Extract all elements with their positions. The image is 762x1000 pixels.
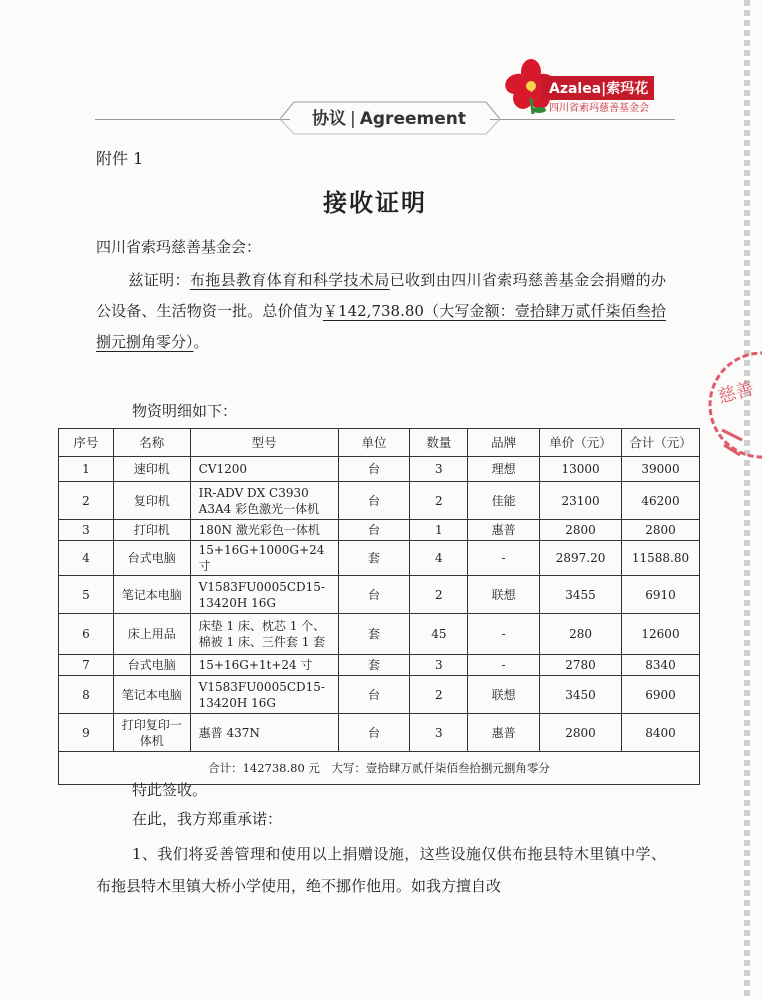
table-cell: 3 bbox=[410, 655, 468, 676]
salutation: 四川省索玛慈善基金会： bbox=[96, 238, 262, 256]
table-cell: 台 bbox=[338, 576, 410, 614]
table-cell: 台 bbox=[338, 457, 410, 482]
table-cell: 2800 bbox=[622, 520, 700, 541]
table-cell: 12600 bbox=[622, 614, 700, 655]
table-cell: 8340 bbox=[622, 655, 700, 676]
receiver-name: 布拖县教育体育和科学技术局 bbox=[189, 271, 390, 289]
table-cell: 惠普 437N bbox=[190, 714, 338, 752]
table-cell: V1583FU0005CD15-13420H 16G bbox=[190, 676, 338, 714]
table-cell: 惠普 bbox=[468, 520, 540, 541]
table-cell: 台 bbox=[338, 482, 410, 520]
closing-text: 特此签收。 bbox=[132, 781, 208, 799]
table-cell: 15+16G+1t+24 寸 bbox=[190, 655, 338, 676]
table-row bbox=[59, 714, 700, 752]
table-cell: 1 bbox=[59, 457, 114, 482]
table-row bbox=[59, 676, 700, 714]
red-seal-stamp bbox=[702, 345, 762, 465]
table-row bbox=[59, 655, 700, 676]
table-cell: 台式电脑 bbox=[113, 655, 190, 676]
table-cell: 2 bbox=[410, 482, 468, 520]
header-title-en: Agreement bbox=[359, 109, 466, 129]
detail-heading: 物资明细如下： bbox=[132, 402, 238, 420]
header-title-cn: 协议 bbox=[312, 109, 346, 129]
promise-intro: 在此，我方郑重承诺： bbox=[132, 810, 283, 828]
table-cell: - bbox=[468, 541, 540, 576]
table-cell: 2897.20 bbox=[540, 541, 622, 576]
table-cell: 联想 bbox=[468, 576, 540, 614]
body-mid: 已收到由四川省索玛慈善基金会捐赠的办公设备、生活物资一批。总价值为 bbox=[96, 271, 666, 320]
table-cell: 4 bbox=[59, 541, 114, 576]
col-header: 数量 bbox=[410, 429, 468, 457]
table-cell: 13000 bbox=[540, 457, 622, 482]
table-cell: 速印机 bbox=[113, 457, 190, 482]
logo-subtitle: 四川省索玛慈善基金会 bbox=[549, 103, 649, 114]
table-cell: 6900 bbox=[622, 676, 700, 714]
table-row bbox=[59, 482, 700, 520]
header-separator: | bbox=[350, 109, 356, 129]
table-cell: 床垫 1 床、枕芯 1 个、棉被 1 床、三件套 1 套 bbox=[190, 614, 338, 655]
table-cell: 180N 激光彩色一体机 bbox=[190, 520, 338, 541]
table-cell: 2 bbox=[410, 576, 468, 614]
table-row bbox=[59, 614, 700, 655]
attachment-label: 附件 1 bbox=[96, 149, 144, 168]
table-cell: 8400 bbox=[622, 714, 700, 752]
logo-brand: Azalea|索玛花 bbox=[541, 76, 654, 100]
table-cell: 4 bbox=[410, 541, 468, 576]
table-cell: 8 bbox=[59, 676, 114, 714]
table-row bbox=[59, 576, 700, 614]
document-title: 接收证明 bbox=[323, 189, 427, 217]
table-cell: 280 bbox=[540, 614, 622, 655]
certification-paragraph bbox=[96, 265, 666, 358]
table-cell: 3455 bbox=[540, 576, 622, 614]
header-title bbox=[292, 104, 486, 129]
table-cell: 台 bbox=[338, 520, 410, 541]
col-header: 品牌 bbox=[468, 429, 540, 457]
table-cell: 3450 bbox=[540, 676, 622, 714]
total-cell: 合计：142738.80 元 大写：壹拾肆万贰仟柒佰叁拾捌元捌角零分 bbox=[59, 752, 700, 785]
table-cell: 2800 bbox=[540, 714, 622, 752]
table-cell: 39000 bbox=[622, 457, 700, 482]
table-cell: 3 bbox=[410, 714, 468, 752]
col-header: 序号 bbox=[59, 429, 114, 457]
table-cell: 套 bbox=[338, 541, 410, 576]
table-cell: - bbox=[468, 614, 540, 655]
table-cell: 床上用品 bbox=[113, 614, 190, 655]
col-header: 单价（元） bbox=[540, 429, 622, 457]
table-cell: 46200 bbox=[622, 482, 700, 520]
table-row bbox=[59, 520, 700, 541]
table-cell: 笔记本电脑 bbox=[113, 576, 190, 614]
table-cell: 打印复印一体机 bbox=[113, 714, 190, 752]
table-cell: 2800 bbox=[540, 520, 622, 541]
table-cell: 3 bbox=[410, 457, 468, 482]
col-header: 合计（元） bbox=[622, 429, 700, 457]
svg-text:慈善: 慈善 bbox=[715, 378, 757, 408]
table-cell: IR-ADV DX C3930 A3A4 彩色激光一体机 bbox=[190, 482, 338, 520]
azalea-logo bbox=[503, 58, 683, 118]
table-row bbox=[59, 457, 700, 482]
table-cell: 3 bbox=[59, 520, 114, 541]
table-cell: 9 bbox=[59, 714, 114, 752]
table-cell: 理想 bbox=[468, 457, 540, 482]
table-cell: 5 bbox=[59, 576, 114, 614]
body-suffix: 。 bbox=[193, 333, 209, 351]
table-cell: 6910 bbox=[622, 576, 700, 614]
page-edge bbox=[744, 0, 750, 1000]
table-cell: 23100 bbox=[540, 482, 622, 520]
table-cell: 台式电脑 bbox=[113, 541, 190, 576]
table-row bbox=[59, 541, 700, 576]
table-cell: 套 bbox=[338, 655, 410, 676]
table-cell: 联想 bbox=[468, 676, 540, 714]
table-cell: 套 bbox=[338, 614, 410, 655]
table-cell: 台 bbox=[338, 714, 410, 752]
table-header-row bbox=[59, 429, 700, 457]
col-header: 单位 bbox=[338, 429, 410, 457]
col-header: 名称 bbox=[113, 429, 190, 457]
table-cell: 15+16G+1000G+24 寸 bbox=[190, 541, 338, 576]
table-cell: 台 bbox=[338, 676, 410, 714]
body-prefix: 兹证明： bbox=[128, 271, 190, 289]
promise-item-1: 1、我们将妥善管理和使用以上捐赠设施，这些设施仅供布拖县特木里镇中学、布拖县特木里镇大桥小学使用，绝不挪作他用。如我方擅自改 bbox=[96, 845, 666, 895]
table-cell: 笔记本电脑 bbox=[113, 676, 190, 714]
table-cell: - bbox=[468, 655, 540, 676]
table-cell: 7 bbox=[59, 655, 114, 676]
table-cell: 2 bbox=[59, 482, 114, 520]
table-cell: 6 bbox=[59, 614, 114, 655]
total-amount: ￥142,738.80（大写金额：壹拾肆万贰仟柒佰叁拾捌元捌角零分） bbox=[96, 302, 666, 351]
table-cell: V1583FU0005CD15-13420H 16G bbox=[190, 576, 338, 614]
table-cell: 11588.80 bbox=[622, 541, 700, 576]
col-header: 型号 bbox=[190, 429, 338, 457]
table-cell: 1 bbox=[410, 520, 468, 541]
table-cell: 惠普 bbox=[468, 714, 540, 752]
table-cell: 2 bbox=[410, 676, 468, 714]
items-table bbox=[58, 428, 700, 785]
table-cell: 复印机 bbox=[113, 482, 190, 520]
table-cell: 45 bbox=[410, 614, 468, 655]
table-cell: 打印机 bbox=[113, 520, 190, 541]
table-cell: CV1200 bbox=[190, 457, 338, 482]
table-cell: 佳能 bbox=[468, 482, 540, 520]
table-cell: 2780 bbox=[540, 655, 622, 676]
